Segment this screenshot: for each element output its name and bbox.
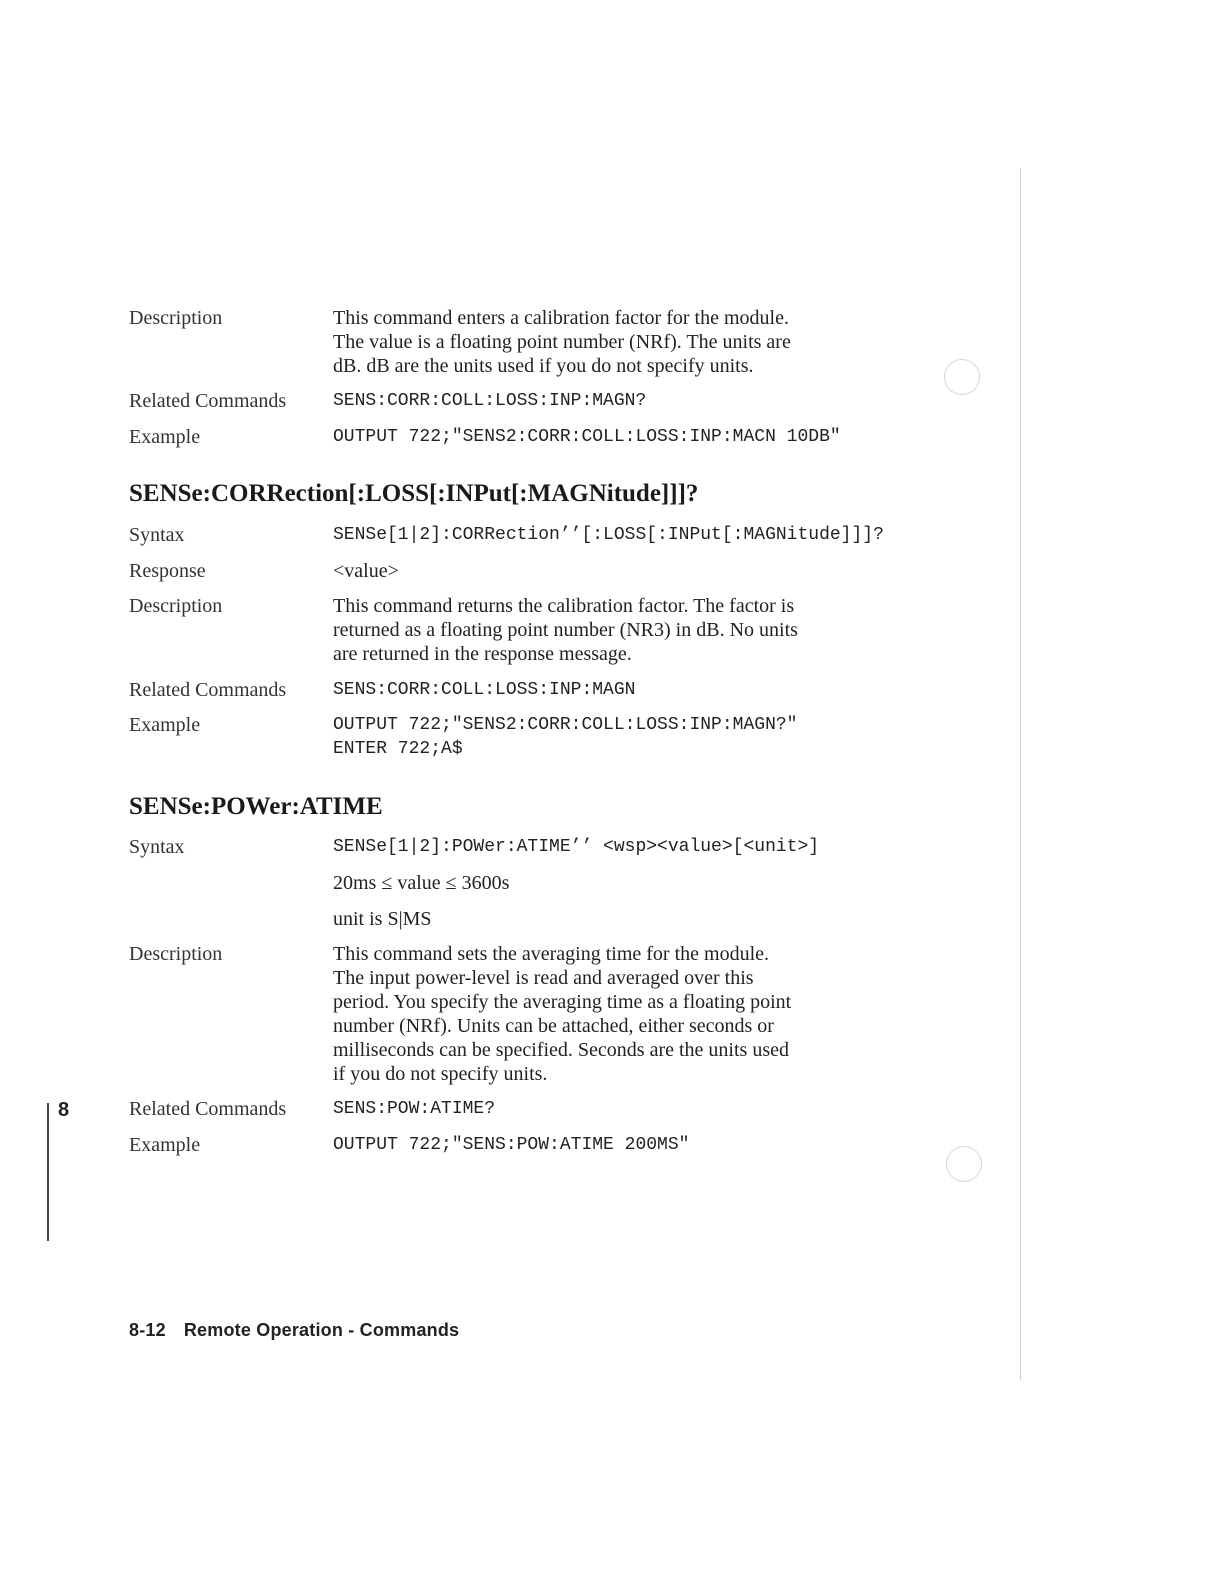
section-heading-atime: SENSe:POWer:ATIME — [129, 793, 383, 820]
description-text — [333, 942, 889, 1086]
description-text — [333, 306, 889, 378]
text-line: The value is a floating point number (NRf). The units are — [333, 331, 791, 353]
example-label: Example — [129, 426, 201, 448]
description-text — [333, 594, 889, 666]
example-label: Example — [129, 1134, 201, 1156]
page-number: 8-12 — [129, 1320, 166, 1340]
text-line: milliseconds can be specified. Seconds are the units used — [333, 1039, 789, 1061]
section-heading-correction: SENSe:CORRection[:LOSS[:INPut[:MAGNitude]]]? — [129, 480, 699, 507]
related-commands-value: SENS:POW:ATIME? — [333, 1099, 496, 1119]
description-label: Description — [129, 595, 223, 617]
binder-hole — [944, 359, 980, 395]
syntax-label: Syntax — [129, 836, 185, 858]
code-line: OUTPUT 722;"SENS2:CORR:COLL:LOSS:INP:MACN 10DB" — [333, 427, 841, 447]
binder-hole — [946, 1146, 982, 1182]
text-line: are returned in the response message. — [333, 643, 632, 665]
page-footer — [129, 1320, 459, 1341]
value-range: 20ms ≤ value ≤ 3600s — [333, 872, 510, 894]
text-line: if you do not specify units. — [333, 1063, 548, 1085]
section3-example-row — [129, 1133, 889, 1157]
example-code — [333, 425, 889, 449]
syntax-label: Syntax — [129, 524, 185, 546]
related-commands-label: Related Commands — [129, 390, 287, 412]
text-line: This command sets the averaging time for the module. — [333, 943, 769, 965]
chapter-tab-bar — [47, 1103, 49, 1241]
text-line: dB. dB are the units used if you do not specify units. — [333, 355, 754, 377]
related-commands-value: SENS:CORR:COLL:LOSS:INP:MAGN? — [333, 391, 647, 411]
code-line: OUTPUT 722;"SENS2:CORR:COLL:LOSS:INP:MAGN?" — [333, 715, 798, 735]
text-line: returned as a floating point number (NR3) in dB. No units — [333, 619, 798, 641]
section2-response-row — [129, 559, 889, 583]
text-line: The input power-level is read and averaged over this — [333, 967, 754, 989]
section2-related-row — [129, 678, 889, 702]
syntax-line: SENSe[1|2]:POWer:ATIME’’ <wsp><value>[<unit>] — [333, 837, 820, 857]
example-code — [333, 713, 889, 761]
section3-syntax-row — [129, 835, 889, 931]
text-line: This command returns the calibration factor. The factor is — [333, 595, 795, 617]
block1-related-row — [129, 389, 889, 413]
page-edge-line — [1020, 168, 1021, 1380]
block1-example-row — [129, 425, 889, 449]
response-value: <value> — [333, 560, 399, 582]
text-line: number (NRf). Units can be attached, either seconds or — [333, 1015, 774, 1037]
description-label: Description — [129, 307, 223, 329]
section2-description-row — [129, 594, 889, 666]
example-code — [333, 1133, 889, 1157]
related-commands-label: Related Commands — [129, 679, 287, 701]
text-line: This command enters a calibration factor for the module. — [333, 307, 789, 329]
section3-related-row — [129, 1097, 889, 1121]
example-label: Example — [129, 714, 201, 736]
code-line: ENTER 722;A$ — [333, 739, 463, 759]
section2-example-row — [129, 713, 889, 761]
block1-description-row — [129, 306, 889, 378]
description-label: Description — [129, 943, 223, 965]
text-line: period. You specify the averaging time as a floating point — [333, 991, 792, 1013]
syntax-value: SENSe[1|2]:CORRection’’[:LOSS[:INPut[:MAGNitude]]]? — [333, 525, 884, 545]
chapter-tab-number: 8 — [58, 1099, 70, 1121]
footer-title: Remote Operation - Commands — [183, 1320, 460, 1340]
related-commands-value: SENS:CORR:COLL:LOSS:INP:MAGN — [333, 680, 636, 700]
syntax-value — [333, 835, 889, 931]
related-commands-label: Related Commands — [129, 1098, 287, 1120]
section3-description-row — [129, 942, 889, 1086]
section2-syntax-row — [129, 523, 889, 547]
unit-note: unit is S|MS — [333, 908, 432, 930]
response-label: Response — [129, 560, 206, 582]
code-line: OUTPUT 722;"SENS:POW:ATIME 200MS" — [333, 1135, 690, 1155]
